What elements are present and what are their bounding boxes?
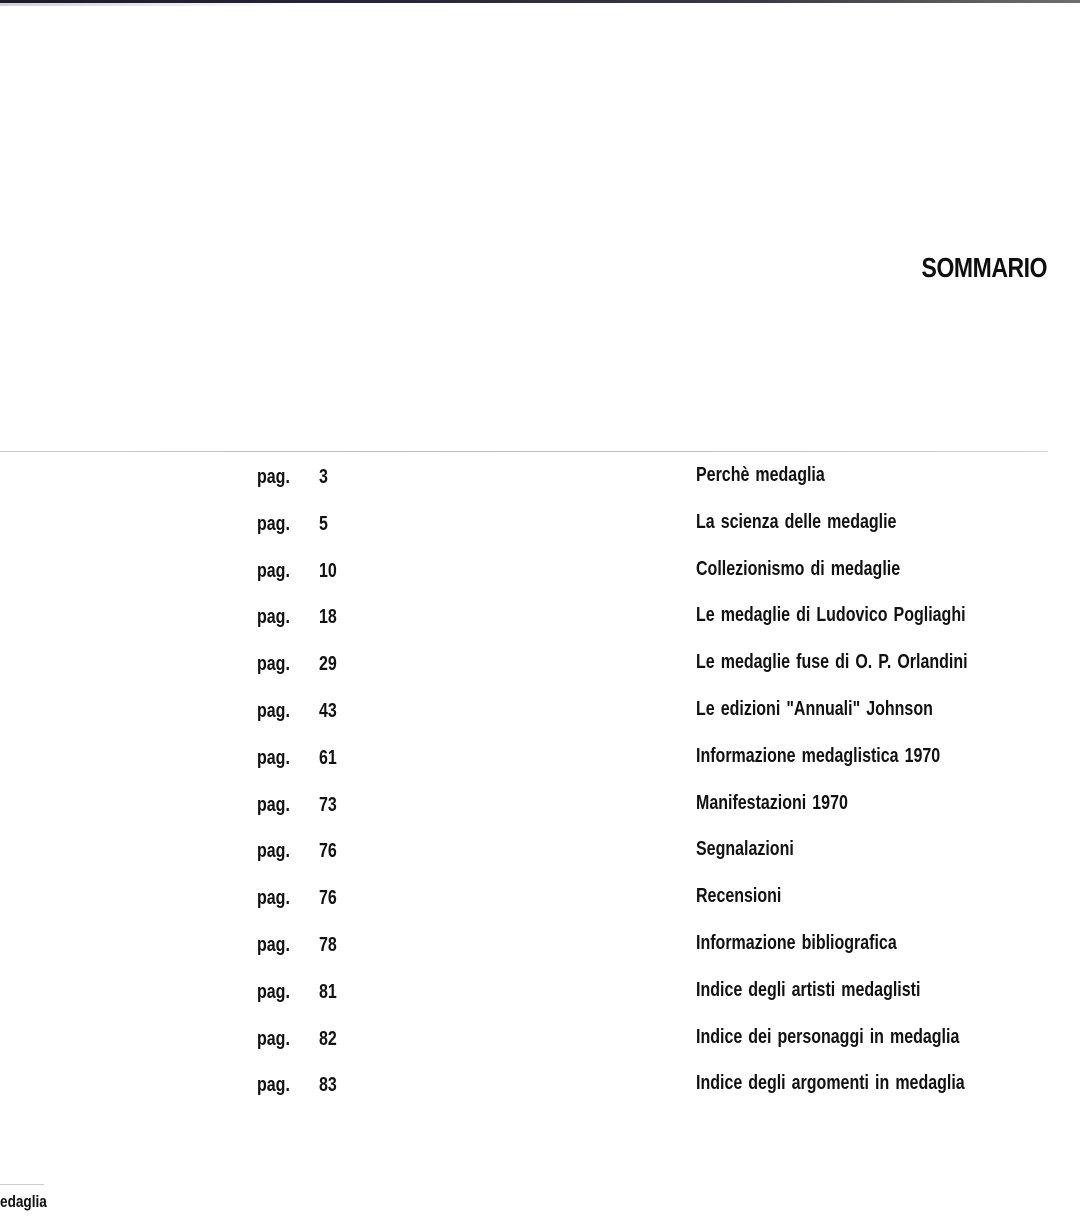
- page-number: 10: [319, 559, 337, 582]
- entry-title: Informazione medaglistica 1970: [696, 744, 941, 767]
- entry-title: La scienza delle medaglie: [696, 510, 897, 533]
- entry-title: Segnalazioni: [696, 838, 794, 861]
- page-prefix: pag.: [257, 793, 290, 816]
- page-number: 76: [319, 887, 337, 910]
- entry-title: Recensioni: [696, 885, 782, 908]
- page-number: 81: [319, 980, 337, 1003]
- scan-top-shadow: [0, 3, 300, 6]
- table-of-contents: [0, 466, 1080, 1121]
- toc-entry[interactable]: [0, 653, 1080, 700]
- page-number: 29: [319, 653, 337, 676]
- footer-rule: [0, 1184, 44, 1185]
- entry-title: Informazione bibliografica: [696, 931, 897, 954]
- toc-entry[interactable]: [0, 1074, 1080, 1121]
- toc-entry[interactable]: [0, 697, 1080, 747]
- page-prefix: pag.: [257, 559, 290, 582]
- page-prefix: pag.: [257, 1027, 290, 1050]
- page-number: 78: [319, 933, 337, 956]
- page-prefix: pag.: [257, 466, 290, 488]
- toc-entry[interactable]: [0, 510, 1080, 560]
- toc-entry[interactable]: [0, 606, 1080, 653]
- entry-title: Indice degli artisti medaglisti: [696, 978, 921, 1001]
- divider-rule: [0, 451, 1048, 452]
- entry-title: Manifestazioni 1970: [696, 791, 848, 814]
- page-prefix: pag.: [257, 746, 290, 769]
- page-prefix: pag.: [257, 887, 290, 910]
- page-number: 73: [319, 793, 337, 816]
- page-title: SOMMARIO: [921, 251, 1047, 283]
- page-prefix: pag.: [257, 653, 290, 676]
- toc-entry[interactable]: [0, 840, 1080, 887]
- page-number: 5: [319, 512, 328, 535]
- running-footer: edaglia: [0, 1192, 47, 1211]
- toc-entry[interactable]: [0, 744, 1080, 794]
- page-number: 43: [319, 699, 337, 722]
- toc-entry[interactable]: [0, 1025, 1080, 1075]
- entry-title: Le edizioni "Annuali" Johnson: [696, 697, 933, 720]
- toc-entry[interactable]: [0, 887, 1080, 934]
- page-prefix: pag.: [257, 840, 290, 863]
- page-prefix: pag.: [257, 512, 290, 535]
- toc-entry[interactable]: [0, 557, 1080, 607]
- page-prefix: pag.: [257, 699, 290, 722]
- page-number: 18: [319, 606, 337, 629]
- entry-title: Le medaglie fuse di O. P. Orlandini: [696, 651, 968, 674]
- entry-title: Le medaglie di Ludovico Pogliaghi: [696, 604, 966, 627]
- toc-entry[interactable]: [0, 791, 1080, 841]
- page-number: 82: [319, 1027, 337, 1050]
- page-prefix: pag.: [257, 980, 290, 1003]
- entry-title: Indice dei personaggi in medaglia: [696, 1025, 960, 1048]
- entry-title: Collezionismo di medaglie: [696, 557, 901, 580]
- toc-entry[interactable]: [0, 931, 1080, 981]
- page-prefix: pag.: [257, 933, 290, 956]
- page-number: 3: [319, 466, 328, 488]
- page-prefix: pag.: [257, 606, 290, 629]
- page-number: 61: [319, 746, 337, 769]
- toc-entry[interactable]: [0, 978, 1080, 1028]
- entry-title: Perchè medaglia: [696, 464, 825, 486]
- toc-entry[interactable]: [0, 466, 1080, 513]
- page-number: 83: [319, 1074, 337, 1097]
- page-prefix: pag.: [257, 1074, 290, 1097]
- entry-title: Indice degli argomenti in medaglia: [696, 1072, 965, 1095]
- page-number: 76: [319, 840, 337, 863]
